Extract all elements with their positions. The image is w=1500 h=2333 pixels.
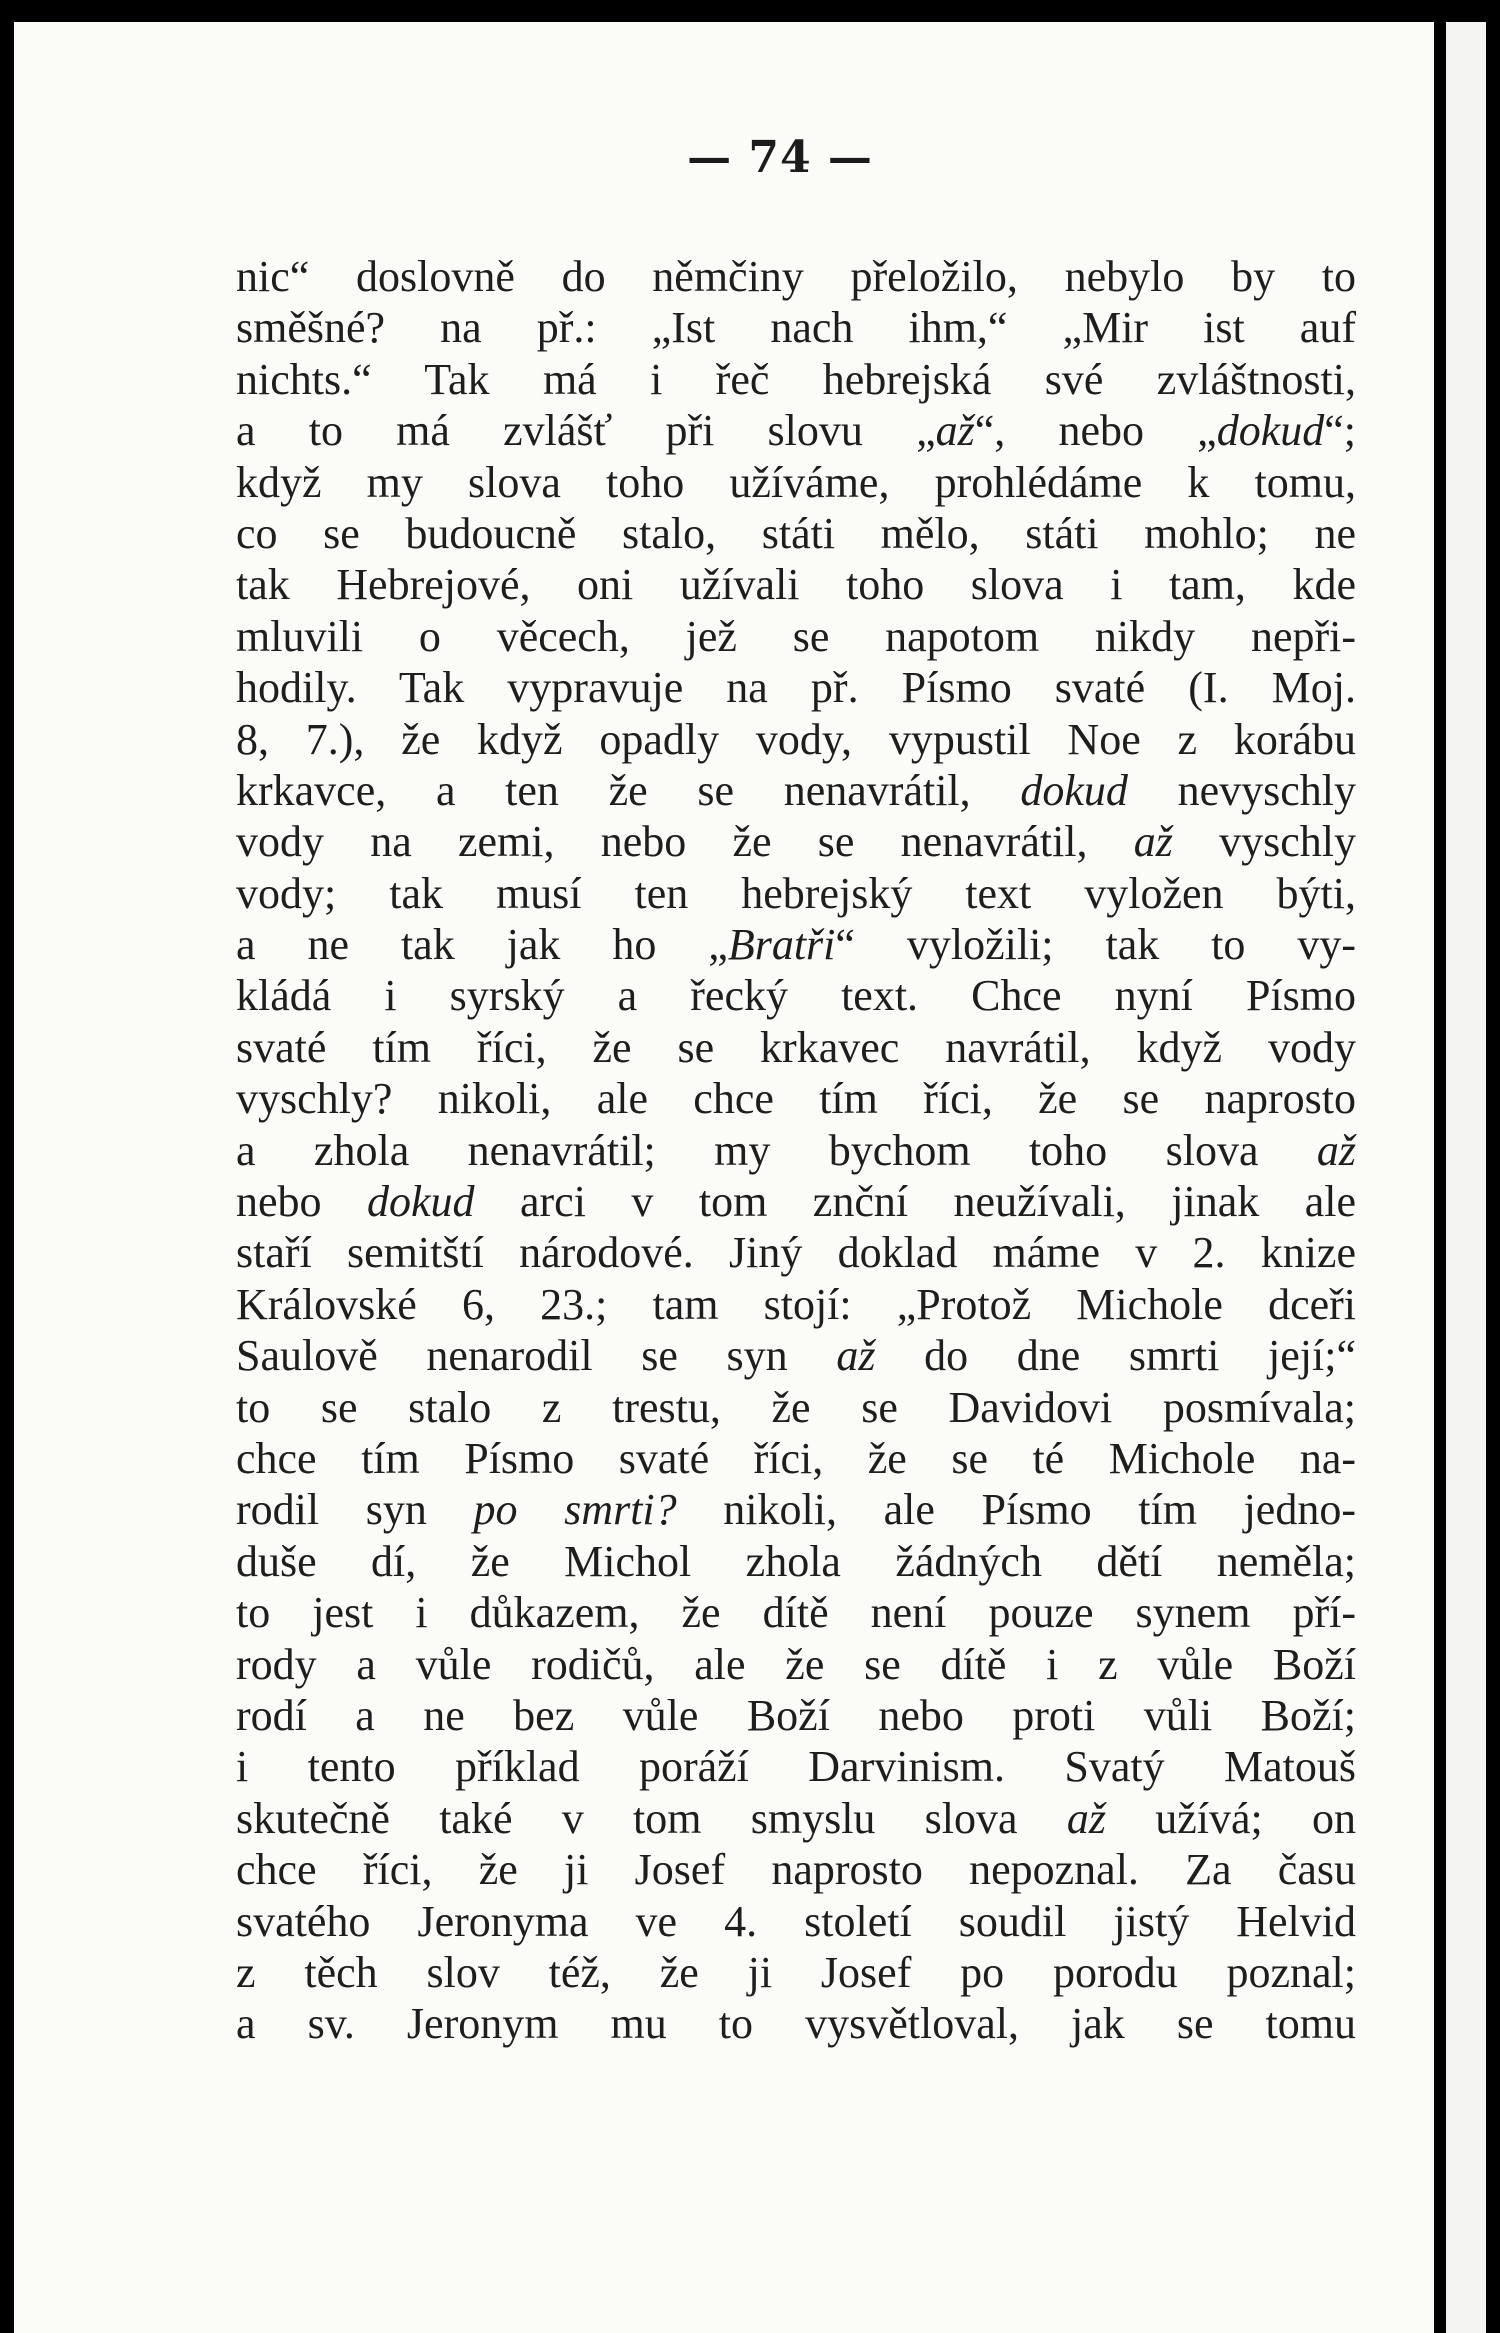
text-line (236, 354, 1356, 405)
italic-text: až (1066, 1793, 1106, 1843)
text-run: krkavce, a ten že se nenavrátil, (236, 765, 1021, 815)
text-run: svaté tím říci, že se krkavec navrátil, když vody (236, 1022, 1356, 1072)
text-run: hodily. Tak vypravuje na př. Písmo svaté (I. Moj. (236, 663, 1356, 713)
text-run: rody a vůle rodičů, ale že se dítě i z vůle Boží (236, 1639, 1356, 1689)
adjacent-page-edge (1446, 22, 1486, 2333)
text-run: užívá; on (1105, 1793, 1356, 1843)
text-line (236, 662, 1356, 713)
text-line (236, 868, 1356, 919)
text-run: a sv. Jeronym mu to vysvětloval, jak se tomu (236, 1999, 1356, 2049)
text-line (236, 1639, 1356, 1690)
text-line (236, 1998, 1356, 2049)
italic-text: dokud (1216, 406, 1325, 456)
text-run: a to má zvlášť při slovu „ (236, 406, 936, 456)
text-line (236, 765, 1356, 816)
text-run: rodí a ne bez vůle Boží nebo proti vůli Boží; (236, 1690, 1356, 1740)
italic-text: po smrti? (473, 1485, 677, 1535)
text-line (236, 970, 1356, 1021)
text-line (236, 1793, 1356, 1844)
text-run: staří semitští národové. Jiný doklad máme v 2. knize (236, 1228, 1356, 1278)
text-run: kládá i syrský a řecký text. Chce nyní Písmo (236, 971, 1356, 1021)
text-line (236, 1587, 1356, 1638)
text-line (236, 1741, 1356, 1792)
text-run: chce říci, že ji Josef naprosto nepoznal. Za času (236, 1845, 1356, 1895)
text-run: vyschly? nikoli, ale chce tím říci, že se naprosto (236, 1074, 1356, 1124)
italic-text: až (1133, 817, 1173, 867)
text-run: vyschly (1172, 817, 1356, 867)
text-run: co se budoucně stalo, státi mělo, státi mohlo; ne (236, 508, 1356, 558)
text-run: skutečně také v tom smyslu slova (236, 1793, 1067, 1843)
text-run: arci v tom znční neužívali, jinak ale (474, 1177, 1356, 1227)
italic-text: až (1316, 1125, 1356, 1175)
text-line (236, 1279, 1356, 1330)
text-run: do dne smrti její;“ (875, 1331, 1356, 1381)
text-run: tak Hebrejové, oni užívali toho slova i tam, kde (236, 560, 1356, 610)
text-run: to jest i důkazem, že dítě není pouze synem pří- (236, 1588, 1356, 1638)
text-line (236, 457, 1356, 508)
text-run: “, nebo „ (974, 406, 1217, 456)
text-line (236, 1382, 1356, 1433)
text-line (236, 1947, 1356, 1998)
text-run: nichts.“ Tak má i řeč hebrejská své zvláštnosti, (236, 354, 1356, 404)
text-run: z těch slov též, že ji Josef po porodu poznal; (236, 1947, 1356, 1997)
text-line (236, 1484, 1356, 1535)
text-line (236, 559, 1356, 610)
text-run: “ vyložili; tak to vy- (835, 920, 1356, 970)
text-run: “; (1324, 406, 1356, 456)
text-run: mluvili o věcech, jež se napotom nikdy nepři- (236, 611, 1356, 661)
italic-text: až (836, 1331, 876, 1381)
text-line (236, 1844, 1356, 1895)
page-number: — 74 — (687, 132, 873, 183)
text-run: nebo (236, 1177, 367, 1227)
text-run: chce tím Písmo svaté říci, že se té Michole na- (236, 1433, 1356, 1483)
text-run: vody; tak musí ten hebrejský text vyložen býti, (236, 868, 1356, 918)
text-line (236, 1433, 1356, 1484)
text-line (236, 714, 1356, 765)
text-run: Královské 6, 23.; tam stojí: „Protož Michole dceři (236, 1279, 1356, 1329)
text-line (236, 1176, 1356, 1227)
text-run: svatého Jeronyma ve 4. století soudil jistý Helvid (236, 1896, 1356, 1946)
text-line (236, 816, 1356, 867)
text-run: nikoli, ale Písmo tím jedno- (676, 1485, 1356, 1535)
text-run: rodil syn (236, 1485, 474, 1535)
text-line (236, 1125, 1356, 1176)
text-line (236, 302, 1356, 353)
text-line (236, 1022, 1356, 1073)
italic-text: dokud (1020, 765, 1128, 815)
text-run: a ne tak jak ho „ (236, 920, 728, 970)
text-run: a zhola nenavrátil; my bychom toho slova (236, 1125, 1317, 1175)
text-run: nic“ doslovně do němčiny přeložilo, nebylo by to (236, 252, 1356, 301)
text-run: i tento příklad poráží Darvinism. Svatý Matouš (236, 1742, 1356, 1792)
text-run: vody na zemi, nebo že se nenavrátil, (236, 817, 1134, 867)
italic-text: až (935, 406, 975, 456)
text-run: směšné? na př.: „Ist nach ihm,“ „Mir ist auf (236, 303, 1356, 353)
text-run: když my slova toho užíváme, prohlédáme k tomu, (236, 457, 1356, 507)
text-line (236, 1896, 1356, 1947)
italic-text: dokud (367, 1177, 475, 1227)
text-run: to se stalo z trestu, že se Davidovi posmívala; (236, 1382, 1356, 1432)
text-line (236, 508, 1356, 559)
text-line (236, 611, 1356, 662)
italic-text: Bratři (727, 920, 836, 970)
text-run: duše dí, že Michol zhola žádných dětí neměla; (236, 1536, 1356, 1586)
text-run: Saulově nenarodil se syn (236, 1331, 837, 1381)
text-line (236, 1690, 1356, 1741)
text-line (236, 1330, 1356, 1381)
text-line (236, 1073, 1356, 1124)
text-run: 8, 7.), že když opadly vody, vypustil Noe z korábu (236, 714, 1356, 764)
text-run: nevyschly (1127, 765, 1356, 815)
text-line (236, 405, 1356, 456)
text-line (236, 1227, 1356, 1278)
body-text (236, 251, 1356, 2050)
text-line (236, 919, 1356, 970)
text-line (236, 1536, 1356, 1587)
text-line (236, 251, 1356, 302)
